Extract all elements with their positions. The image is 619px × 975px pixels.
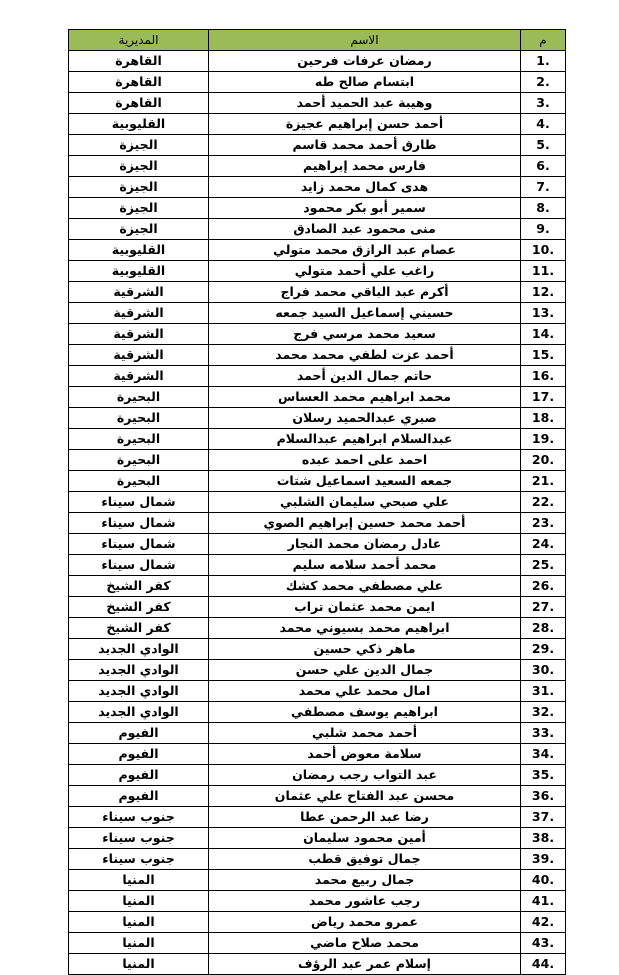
table-row: [69, 870, 566, 891]
row-directorate: جنوب سيناء: [69, 828, 209, 849]
row-number: 2.: [521, 72, 566, 93]
row-directorate: شمال سيناء: [69, 492, 209, 513]
row-name: رمضان عرفات فرحين: [209, 51, 521, 72]
row-directorate: المنيا: [69, 954, 209, 975]
table-row: [69, 450, 566, 471]
row-number: 35.: [521, 765, 566, 786]
table-row: [69, 849, 566, 870]
header-name: الاسم: [209, 30, 521, 51]
row-directorate: الجيزة: [69, 177, 209, 198]
row-number: 32.: [521, 702, 566, 723]
table-row: [69, 681, 566, 702]
row-name: عبدالسلام ابراهيم عبدالسلام: [209, 429, 521, 450]
row-number: 38.: [521, 828, 566, 849]
row-name: عمرو محمد رياض: [209, 912, 521, 933]
row-directorate: كفر الشيخ: [69, 618, 209, 639]
header-directorate: المديرية: [69, 30, 209, 51]
row-name: سلامة معوض أحمد: [209, 744, 521, 765]
table-row: [69, 618, 566, 639]
table-row: [69, 471, 566, 492]
table-row: [69, 786, 566, 807]
row-name: أكرم عبد الباقي محمد فراج: [209, 282, 521, 303]
roster-table: [68, 29, 566, 975]
row-number: 41.: [521, 891, 566, 912]
table-row: [69, 744, 566, 765]
table-row: [69, 324, 566, 345]
row-number: 11.: [521, 261, 566, 282]
table-row: [69, 408, 566, 429]
row-directorate: القليوبية: [69, 240, 209, 261]
table-row: [69, 891, 566, 912]
row-directorate: الشرقية: [69, 324, 209, 345]
table-row: [69, 534, 566, 555]
row-number: 27.: [521, 597, 566, 618]
row-name: عادل رمضان محمد النجار: [209, 534, 521, 555]
table-row: [69, 576, 566, 597]
row-name: عبد التواب رجب رمضان: [209, 765, 521, 786]
row-number: 24.: [521, 534, 566, 555]
row-directorate: الجيزة: [69, 156, 209, 177]
row-directorate: القليوبية: [69, 114, 209, 135]
row-directorate: جنوب سيناء: [69, 807, 209, 828]
row-directorate: الوادي الجديد: [69, 681, 209, 702]
table-row: [69, 513, 566, 534]
row-number: 10.: [521, 240, 566, 261]
table-row: [69, 93, 566, 114]
row-name: محسن عبد الفتاح علي عثمان: [209, 786, 521, 807]
table-row: [69, 492, 566, 513]
header-number: م: [521, 30, 566, 51]
row-number: 6.: [521, 156, 566, 177]
row-name: امال محمد علي محمد: [209, 681, 521, 702]
row-name: علي مصطفي محمد كشك: [209, 576, 521, 597]
table-row: [69, 933, 566, 954]
row-directorate: الوادي الجديد: [69, 660, 209, 681]
row-number: 31.: [521, 681, 566, 702]
row-name: احمد على احمد عبده: [209, 450, 521, 471]
row-number: 4.: [521, 114, 566, 135]
table-row: [69, 429, 566, 450]
row-directorate: البحيرة: [69, 408, 209, 429]
table-row: [69, 828, 566, 849]
table-row: [69, 219, 566, 240]
row-name: رجب عاشور محمد: [209, 891, 521, 912]
row-number: 5.: [521, 135, 566, 156]
row-number: 3.: [521, 93, 566, 114]
table-row: [69, 807, 566, 828]
table-row: [69, 912, 566, 933]
row-name: أحمد عزت لطفي محمد محمد: [209, 345, 521, 366]
row-directorate: كفر الشيخ: [69, 597, 209, 618]
table-row: [69, 366, 566, 387]
row-name: ابتسام صالح طه: [209, 72, 521, 93]
row-number: 23.: [521, 513, 566, 534]
roster-sheet: [68, 29, 565, 975]
row-name: منى محمود عبد الصادق: [209, 219, 521, 240]
row-name: حسيني إسماعيل السيد جمعه: [209, 303, 521, 324]
row-name: علي صبحي سليمان الشلبي: [209, 492, 521, 513]
row-directorate: شمال سيناء: [69, 555, 209, 576]
row-directorate: الجيزة: [69, 135, 209, 156]
row-name: أحمد محمد شلبي: [209, 723, 521, 744]
row-number: 7.: [521, 177, 566, 198]
row-directorate: الجيزة: [69, 219, 209, 240]
row-directorate: البحيرة: [69, 450, 209, 471]
row-number: 30.: [521, 660, 566, 681]
table-row: [69, 660, 566, 681]
row-number: 18.: [521, 408, 566, 429]
row-number: 37.: [521, 807, 566, 828]
row-directorate: المنيا: [69, 891, 209, 912]
row-name: صبري عبدالحميد رسلان: [209, 408, 521, 429]
row-name: سعيد محمد مرسي فرج: [209, 324, 521, 345]
row-directorate: الشرقية: [69, 345, 209, 366]
row-name: ماهر ذكي حسين: [209, 639, 521, 660]
table-row: [69, 240, 566, 261]
row-directorate: كفر الشيخ: [69, 576, 209, 597]
row-directorate: المنيا: [69, 933, 209, 954]
row-number: 28.: [521, 618, 566, 639]
row-name: فارس محمد إبراهيم: [209, 156, 521, 177]
table-row: [69, 345, 566, 366]
row-directorate: شمال سيناء: [69, 513, 209, 534]
table-row: [69, 387, 566, 408]
row-number: 40.: [521, 870, 566, 891]
row-number: 33.: [521, 723, 566, 744]
row-directorate: جنوب سيناء: [69, 849, 209, 870]
row-directorate: الشرقية: [69, 303, 209, 324]
row-number: 39.: [521, 849, 566, 870]
row-name: أمين محمود سليمان: [209, 828, 521, 849]
row-number: 9.: [521, 219, 566, 240]
row-number: 17.: [521, 387, 566, 408]
row-directorate: الوادي الجديد: [69, 702, 209, 723]
table-row: [69, 135, 566, 156]
row-directorate: الشرقية: [69, 366, 209, 387]
table-row: [69, 177, 566, 198]
row-number: 36.: [521, 786, 566, 807]
row-name: إسلام عمر عبد الرؤف: [209, 954, 521, 975]
table-row: [69, 765, 566, 786]
header-row: [69, 30, 566, 51]
row-name: جمال ربيع محمد: [209, 870, 521, 891]
row-number: 25.: [521, 555, 566, 576]
row-directorate: الفيوم: [69, 786, 209, 807]
row-name: محمد صلاح ماضي: [209, 933, 521, 954]
row-directorate: الفيوم: [69, 723, 209, 744]
row-number: 8.: [521, 198, 566, 219]
row-name: راغب علي أحمد متولي: [209, 261, 521, 282]
row-number: 43.: [521, 933, 566, 954]
row-name: جمال الدين علي حسن: [209, 660, 521, 681]
table-row: [69, 282, 566, 303]
table-row: [69, 156, 566, 177]
table-row: [69, 114, 566, 135]
row-name: جمال توفيق قطب: [209, 849, 521, 870]
table-row: [69, 702, 566, 723]
row-name: محمد ابراهيم محمد العساس: [209, 387, 521, 408]
row-directorate: البحيرة: [69, 471, 209, 492]
row-name: ابراهيم يوسف مصطفي: [209, 702, 521, 723]
row-number: 1.: [521, 51, 566, 72]
row-number: 16.: [521, 366, 566, 387]
row-name: جمعه السعيد اسماعيل شتات: [209, 471, 521, 492]
row-number: 26.: [521, 576, 566, 597]
row-number: 12.: [521, 282, 566, 303]
row-number: 14.: [521, 324, 566, 345]
row-name: هدى كمال محمد زايد: [209, 177, 521, 198]
row-directorate: الفيوم: [69, 744, 209, 765]
row-directorate: القاهرة: [69, 93, 209, 114]
row-directorate: القليوبية: [69, 261, 209, 282]
row-directorate: المنيا: [69, 870, 209, 891]
row-directorate: شمال سيناء: [69, 534, 209, 555]
row-directorate: الفيوم: [69, 765, 209, 786]
row-number: 34.: [521, 744, 566, 765]
row-number: 29.: [521, 639, 566, 660]
row-directorate: البحيرة: [69, 387, 209, 408]
table-row: [69, 723, 566, 744]
row-name: ايمن محمد عثمان تراب: [209, 597, 521, 618]
row-name: رضا عبد الرحمن عطا: [209, 807, 521, 828]
row-number: 42.: [521, 912, 566, 933]
row-directorate: البحيرة: [69, 429, 209, 450]
row-name: أحمد حسن إبراهيم عجيزة: [209, 114, 521, 135]
row-directorate: القاهرة: [69, 51, 209, 72]
row-name: أحمد محمد حسين إبراهيم الصوي: [209, 513, 521, 534]
row-number: 22.: [521, 492, 566, 513]
row-name: وهيبة عبد الحميد أحمد: [209, 93, 521, 114]
table-row: [69, 51, 566, 72]
table-row: [69, 597, 566, 618]
table-row: [69, 72, 566, 93]
table-row: [69, 555, 566, 576]
row-directorate: المنيا: [69, 912, 209, 933]
row-number: 44.: [521, 954, 566, 975]
roster-body: [69, 51, 566, 975]
row-directorate: الجيزة: [69, 198, 209, 219]
table-row: [69, 303, 566, 324]
table-row: [69, 954, 566, 975]
row-name: سمير أبو بكر محمود: [209, 198, 521, 219]
row-name: طارق أحمد محمد قاسم: [209, 135, 521, 156]
row-number: 19.: [521, 429, 566, 450]
table-row: [69, 261, 566, 282]
row-directorate: القاهرة: [69, 72, 209, 93]
row-name: عصام عبد الرازق محمد متولي: [209, 240, 521, 261]
row-directorate: الوادي الجديد: [69, 639, 209, 660]
table-row: [69, 198, 566, 219]
row-number: 20.: [521, 450, 566, 471]
table-row: [69, 639, 566, 660]
row-name: ابراهيم محمد بسيوني محمد: [209, 618, 521, 639]
row-name: محمد أحمد سلامه سليم: [209, 555, 521, 576]
row-number: 21.: [521, 471, 566, 492]
row-number: 15.: [521, 345, 566, 366]
row-name: حاتم جمال الدين أحمد: [209, 366, 521, 387]
row-number: 13.: [521, 303, 566, 324]
row-directorate: الشرقية: [69, 282, 209, 303]
